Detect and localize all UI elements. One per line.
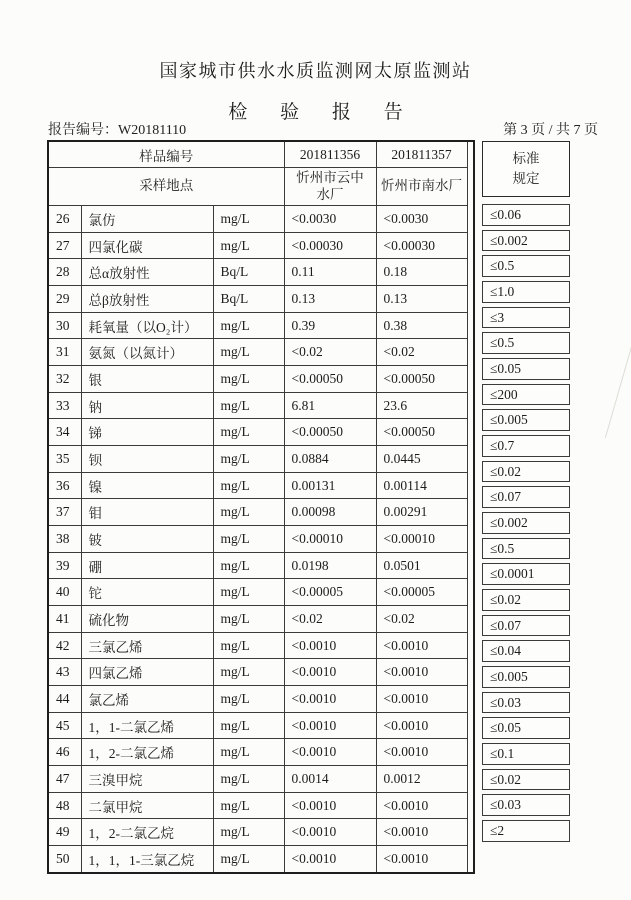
param-value-cell-2: <0.0010: [376, 686, 467, 713]
table-row: [48, 259, 474, 286]
param-value-cell-1: <0.00030: [284, 232, 376, 259]
param-index-cell: 50: [48, 846, 81, 873]
gap-column: [467, 141, 474, 873]
param-name-cell: 铊: [81, 579, 213, 606]
sample-id-cell-2: 201811357: [376, 141, 467, 168]
table-row: [48, 819, 474, 846]
table-row: [48, 552, 474, 579]
table-row: [48, 606, 474, 633]
table-row: [48, 526, 474, 553]
standard-cell: ≤0.002: [482, 510, 570, 536]
sampling-site-cell-1: [284, 168, 376, 206]
param-value-cell-2: <0.02: [376, 606, 467, 633]
param-unit-cell: mg/L: [213, 686, 284, 713]
param-index-cell: 33: [48, 392, 81, 419]
standard-cell: ≤3: [482, 305, 570, 331]
param-name-cell: 钠: [81, 392, 213, 419]
param-unit-cell: mg/L: [213, 819, 284, 846]
param-index-cell: 28: [48, 259, 81, 286]
param-value-cell-1: 0.00098: [284, 499, 376, 526]
param-value-cell-2: <0.0010: [376, 739, 467, 766]
report-number-label: 报告编号：: [48, 123, 118, 138]
param-value-cell-1: <0.0010: [284, 846, 376, 873]
param-value-cell-1: 0.39: [284, 312, 376, 339]
standard-cell: ≤0.5: [482, 330, 570, 356]
sample-id-cell-1: 201811356: [284, 141, 376, 168]
param-value-cell-2: <0.0010: [376, 659, 467, 686]
table-row: [48, 232, 474, 259]
standard-cell: ≤0.005: [482, 664, 570, 690]
param-name-cell: 三氯乙烯: [81, 632, 213, 659]
table-row: [48, 659, 474, 686]
standard-header-label: 标准规定: [512, 150, 540, 186]
param-unit-cell: mg/L: [213, 206, 284, 233]
param-name-cell: 铍: [81, 526, 213, 553]
param-value-cell-2: <0.0010: [376, 792, 467, 819]
table-row: [48, 392, 474, 419]
standard-cell: ≤0.05: [482, 356, 570, 382]
param-name-cell: 氯乙烯: [81, 686, 213, 713]
param-index-cell: 29: [48, 286, 81, 313]
param-value-cell-1: <0.0010: [284, 712, 376, 739]
standard-cell: ≤0.07: [482, 484, 570, 510]
param-value-cell-2: <0.0010: [376, 819, 467, 846]
param-value-cell-1: 0.00131: [284, 472, 376, 499]
param-unit-cell: mg/L: [213, 366, 284, 393]
param-name-cell: 三溴甲烷: [81, 766, 213, 793]
param-value-cell-2: <0.02: [376, 339, 467, 366]
param-value-cell-2: <0.0010: [376, 846, 467, 873]
results-table: [47, 140, 475, 874]
param-index-cell: 41: [48, 606, 81, 633]
param-unit-cell: Bq/L: [213, 286, 284, 313]
standard-cell: ≤200: [482, 382, 570, 408]
table-row: [48, 499, 474, 526]
standard-cell: ≤0.02: [482, 459, 570, 485]
param-value-cell-2: <0.0030: [376, 206, 467, 233]
standard-cell: ≤0.5: [482, 253, 570, 279]
param-name-cell: 硫化物: [81, 606, 213, 633]
param-name-cell: 氨氮（以氮计）: [81, 339, 213, 366]
table-row: [48, 846, 474, 873]
param-unit-cell: mg/L: [213, 499, 284, 526]
param-name-cell: 硼: [81, 552, 213, 579]
param-unit-cell: mg/L: [213, 579, 284, 606]
param-name-cell: 四氯乙烯: [81, 659, 213, 686]
report-number: [48, 119, 186, 139]
param-name-cell: 镍: [81, 472, 213, 499]
sampling-site-label-cell: 采样地点: [48, 168, 284, 206]
param-value-cell-2: <0.00030: [376, 232, 467, 259]
param-value-cell-2: 0.13: [376, 286, 467, 313]
param-unit-cell: mg/L: [213, 792, 284, 819]
header-row-sample-id: [48, 141, 474, 168]
report-number-value: W20181110: [118, 123, 187, 138]
sampling-site-cell-2: 忻州市南水厂: [376, 168, 467, 206]
param-value-cell-1: <0.0010: [284, 819, 376, 846]
table-row: [48, 766, 474, 793]
param-value-cell-1: 0.13: [284, 286, 376, 313]
param-unit-cell: mg/L: [213, 766, 284, 793]
param-index-cell: 32: [48, 366, 81, 393]
standard-cell: ≤0.04: [482, 638, 570, 664]
param-name-cell: 耗氧量（以O₂计）: [81, 312, 213, 339]
param-value-cell-1: 0.11: [284, 259, 376, 286]
page-title: 国家城市供水水质监测网太原监测站: [159, 61, 472, 81]
param-unit-cell: mg/L: [213, 339, 284, 366]
table-row: [48, 206, 474, 233]
standard-cell: ≤0.002: [482, 228, 570, 254]
param-value-cell-2: 23.6: [376, 392, 467, 419]
table-row: [48, 792, 474, 819]
param-value-cell-2: 0.0012: [376, 766, 467, 793]
param-index-cell: 26: [48, 206, 81, 233]
param-index-cell: 38: [48, 526, 81, 553]
param-name-cell: 二氯甲烷: [81, 792, 213, 819]
param-value-cell-2: 0.00114: [376, 472, 467, 499]
param-index-cell: 47: [48, 766, 81, 793]
param-unit-cell: Bq/L: [213, 259, 284, 286]
scan-artifact: [605, 332, 631, 438]
param-value-cell-2: <0.00010: [376, 526, 467, 553]
table-row: [48, 472, 474, 499]
param-name-cell: 氯仿: [81, 206, 213, 233]
param-index-cell: 49: [48, 819, 81, 846]
param-name-cell: 钡: [81, 446, 213, 473]
header-row-sampling-site: [48, 168, 474, 206]
param-unit-cell: mg/L: [213, 526, 284, 553]
param-index-cell: 27: [48, 232, 81, 259]
param-index-cell: 36: [48, 472, 81, 499]
table-row: [48, 739, 474, 766]
param-index-cell: 30: [48, 312, 81, 339]
param-index-cell: 39: [48, 552, 81, 579]
param-unit-cell: mg/L: [213, 606, 284, 633]
param-value-cell-1: <0.0010: [284, 659, 376, 686]
param-index-cell: 37: [48, 499, 81, 526]
param-value-cell-1: <0.0010: [284, 792, 376, 819]
param-value-cell-1: <0.02: [284, 606, 376, 633]
param-index-cell: 35: [48, 446, 81, 473]
table-row: [48, 419, 474, 446]
report-meta-row: [48, 119, 598, 139]
page-indicator: 第 3 页 / 共 7 页: [503, 123, 598, 138]
param-unit-cell: mg/L: [213, 712, 284, 739]
param-name-cell: 银: [81, 366, 213, 393]
param-name-cell: 1，1，1-三氯乙烷: [81, 846, 213, 873]
param-name-cell: 1，2-二氯乙烷: [81, 819, 213, 846]
report-subtitle: 检 验 报 告: [228, 102, 417, 123]
param-value-cell-1: <0.02: [284, 339, 376, 366]
param-value-cell-2: <0.0010: [376, 712, 467, 739]
standard-cells: [482, 202, 570, 844]
param-value-cell-2: <0.00050: [376, 419, 467, 446]
param-value-cell-2: <0.00005: [376, 579, 467, 606]
param-value-cell-1: <0.00010: [284, 526, 376, 553]
param-value-cell-2: <0.0010: [376, 632, 467, 659]
param-index-cell: 40: [48, 579, 81, 606]
param-value-cell-1: 0.0014: [284, 766, 376, 793]
param-value-cell-1: <0.0010: [284, 632, 376, 659]
param-value-cell-2: 0.0445: [376, 446, 467, 473]
param-index-cell: 43: [48, 659, 81, 686]
standard-cell: ≤0.02: [482, 587, 570, 613]
param-unit-cell: mg/L: [213, 392, 284, 419]
results-tbody: [48, 141, 474, 873]
param-unit-cell: mg/L: [213, 739, 284, 766]
table-row: [48, 686, 474, 713]
standard-cell: ≤0.5: [482, 536, 570, 562]
param-name-cell: 钼: [81, 499, 213, 526]
param-index-cell: 42: [48, 632, 81, 659]
param-unit-cell: mg/L: [213, 446, 284, 473]
param-name-cell: 1，2-二氯乙烯: [81, 739, 213, 766]
param-name-cell: 总β放射性: [81, 286, 213, 313]
standard-cell: ≤2: [482, 818, 570, 844]
standard-cell: ≤0.0001: [482, 561, 570, 587]
param-value-cell-2: 0.00291: [376, 499, 467, 526]
param-value-cell-1: <0.00005: [284, 579, 376, 606]
param-value-cell-1: 0.0198: [284, 552, 376, 579]
standard-cell: ≤0.03: [482, 792, 570, 818]
param-unit-cell: mg/L: [213, 232, 284, 259]
param-index-cell: 34: [48, 419, 81, 446]
sample-id-label-cell: 样品编号: [48, 141, 284, 168]
param-value-cell-2: 0.18: [376, 259, 467, 286]
param-value-cell-1: <0.0030: [284, 206, 376, 233]
param-value-cell-2: 0.38: [376, 312, 467, 339]
param-index-cell: 46: [48, 739, 81, 766]
standard-column: [482, 141, 570, 838]
param-index-cell: 31: [48, 339, 81, 366]
param-unit-cell: mg/L: [213, 472, 284, 499]
table-row: [48, 632, 474, 659]
standard-cell: ≤1.0: [482, 279, 570, 305]
table-row: [48, 286, 474, 313]
standard-cell: ≤0.1: [482, 741, 570, 767]
param-value-cell-1: <0.0010: [284, 739, 376, 766]
param-value-cell-1: <0.00050: [284, 366, 376, 393]
param-index-cell: 44: [48, 686, 81, 713]
standard-cell: ≤0.03: [482, 690, 570, 716]
standard-cell: ≤0.06: [482, 202, 570, 228]
param-unit-cell: mg/L: [213, 312, 284, 339]
table-row: [48, 312, 474, 339]
standard-cell: ≤0.07: [482, 613, 570, 639]
table-row: [48, 579, 474, 606]
param-value-cell-1: 0.0884: [284, 446, 376, 473]
param-value-cell-2: 0.0501: [376, 552, 467, 579]
sampling-site-text-1: 忻州市云中水厂: [296, 169, 364, 203]
param-name-cell: 锑: [81, 419, 213, 446]
param-name-cell: 1，1-二氯乙烯: [81, 712, 213, 739]
standard-cell: ≤0.02: [482, 767, 570, 793]
table-row: [48, 339, 474, 366]
table-row: [48, 366, 474, 393]
param-value-cell-2: <0.00050: [376, 366, 467, 393]
param-name-cell: 总α放射性: [81, 259, 213, 286]
param-unit-cell: mg/L: [213, 419, 284, 446]
param-unit-cell: mg/L: [213, 632, 284, 659]
table-row: [48, 712, 474, 739]
param-unit-cell: mg/L: [213, 552, 284, 579]
standard-header-cell: [482, 141, 570, 197]
param-name-cell: 四氯化碳: [81, 232, 213, 259]
param-value-cell-1: 6.81: [284, 392, 376, 419]
table-row: [48, 446, 474, 473]
standard-cell: ≤0.005: [482, 407, 570, 433]
param-value-cell-1: <0.00050: [284, 419, 376, 446]
standard-cell: ≤0.05: [482, 715, 570, 741]
param-index-cell: 48: [48, 792, 81, 819]
param-index-cell: 45: [48, 712, 81, 739]
param-unit-cell: mg/L: [213, 659, 284, 686]
param-value-cell-1: <0.0010: [284, 686, 376, 713]
param-unit-cell: mg/L: [213, 846, 284, 873]
standard-cell: ≤0.7: [482, 433, 570, 459]
